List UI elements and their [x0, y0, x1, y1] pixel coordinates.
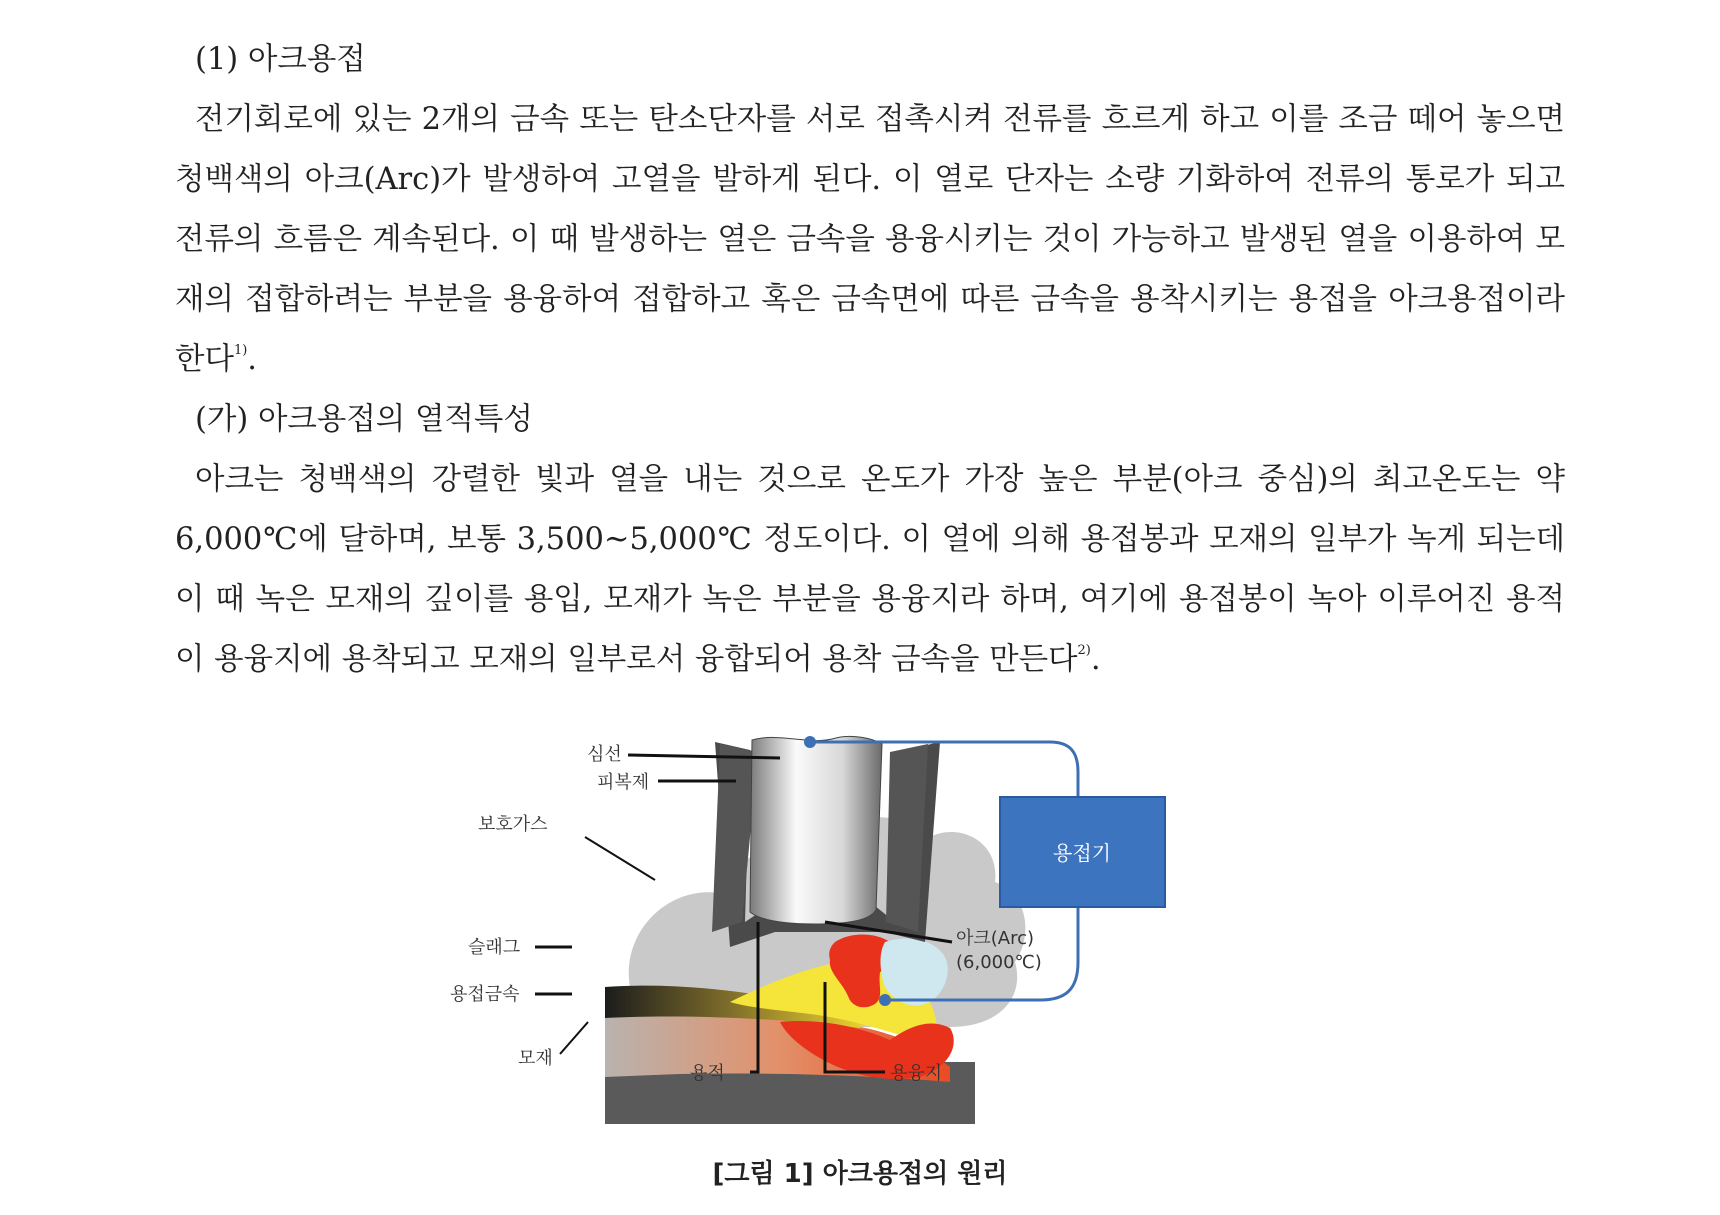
arc-welding-diagram: [420, 720, 1240, 1190]
figure-caption: [그림 1] 아크용접의 원리: [712, 1159, 1008, 1189]
label-weld-metal: 용접금속: [450, 984, 520, 1005]
welder-label: 용접기: [1053, 841, 1111, 865]
label-base-metal: 모재: [518, 1048, 553, 1069]
leader-shield-gas: [585, 837, 655, 880]
label-droplet: 용적: [690, 1063, 725, 1084]
label-coating: 피복제: [597, 772, 650, 793]
subsection-paragraph: [175, 450, 1565, 690]
cable-connector-top: [804, 736, 816, 748]
label-shield-gas: 보호가스: [478, 814, 548, 835]
diagram-svg: [420, 720, 1240, 1190]
label-arc-temp: (6,000℃): [956, 952, 1042, 973]
label-core: 심선: [587, 744, 622, 765]
subsection-heading: (가) 아크용접의 열적특성: [195, 402, 533, 437]
section-paragraph: [175, 90, 1565, 390]
footnote-ref[interactable]: 1): [233, 342, 248, 358]
paragraph-end: .: [1090, 642, 1101, 677]
paragraph-end: .: [247, 342, 257, 377]
cable-connector-bottom: [879, 994, 891, 1006]
label-arc: 아크(Arc): [956, 928, 1035, 949]
footnote-ref[interactable]: 2): [1077, 642, 1091, 658]
label-molten-pool: 용융지: [890, 1063, 943, 1084]
paragraph-text: 전기회로에 있는 2개의 금속 또는 탄소단자를 서로 접촉시켜 전류를 흐르게 하고 이를 조금 떼어 놓으면 청백색의 아크(Arc)가 발생하여 고열을 발하게 된다. 이 열로 단자는 소량 기화하여 전류의 통로가 되고 전류의 흐름은 계속된다. 이 때 발생하는 열은 금속을 용융시키는 것이 가능하고 발생된 열을 이용하여 모재의 접합하려는 부분을 용융하여 접합하고 혹은 금속면에 따른 금속을 용착시키는 용접을 아크용접이라 한다: [175, 102, 1565, 377]
paragraph-text: 아크는 청백색의 강렬한 빛과 열을 내는 것으로 온도가 가장 높은 부분(아크 중심)의 최고온도는 약 6,000℃에 달하며, 보통 3,500~5,000℃ 정도이다. 이 열에 의해 용접봉과 모재의 일부가 녹게 되는데 이 때 녹은 모재의 깊이를 용입, 모재가 녹은 부분을 용융지라 하며, 여기에 용접봉이 녹아 이루어진 용적이 용융지에 용착되고 모재의 일부로서 융합되어 용착 금속을 만든다: [175, 462, 1565, 677]
leader-base-metal: [560, 1022, 588, 1054]
section-heading: (1) 아크용접: [195, 42, 366, 77]
electrode-core: [750, 736, 882, 924]
label-slag: 슬래그: [468, 937, 521, 958]
document-body: [175, 30, 1565, 690]
